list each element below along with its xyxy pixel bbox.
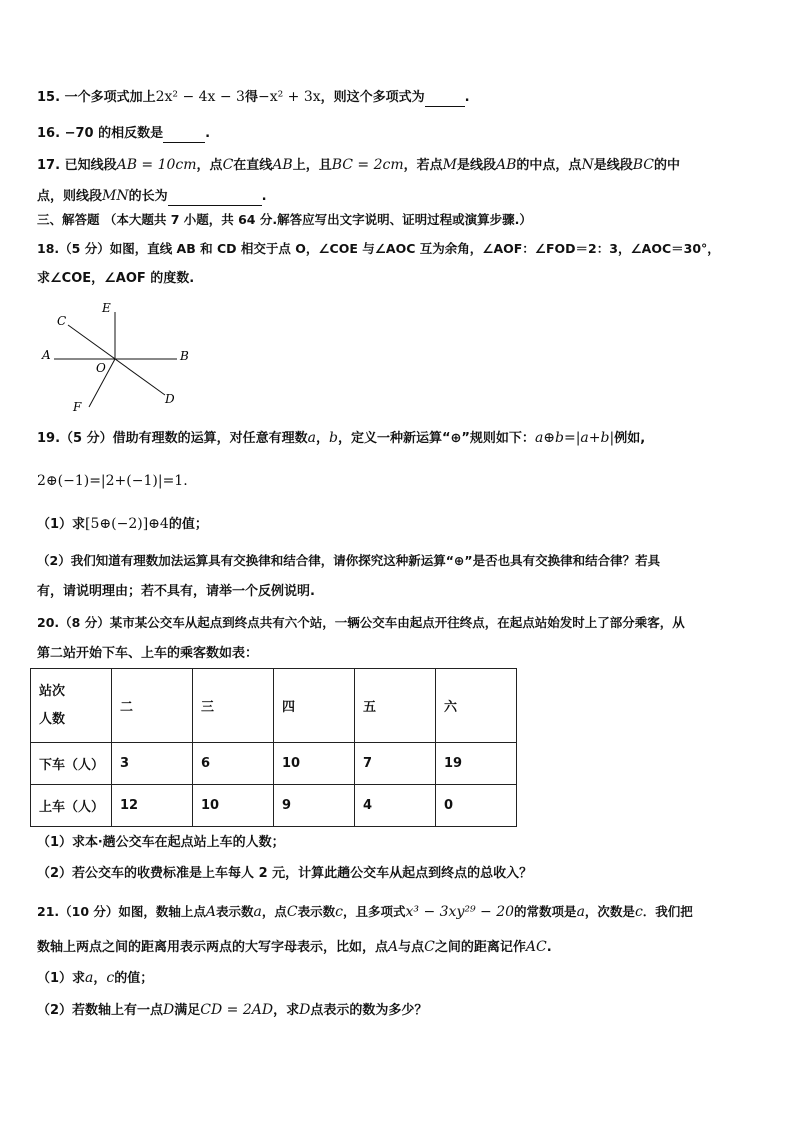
polynomial-expression: x³ − 3xy²⁹ − 20 [405, 904, 515, 920]
row-label: 上车（人） [31, 785, 112, 827]
station-header: 五 [355, 669, 436, 743]
table-cell: 4 [355, 785, 436, 827]
question-17-line-2: 点，则线段MN的长为 . [37, 188, 267, 204]
table-header-row [31, 669, 517, 743]
label-e: E [102, 301, 111, 315]
label-o: O [96, 361, 106, 375]
section-3-heading: 三、解答题 （本大题共 7 小题，共 64 分.解答应写出文字说明、证明过程或演算步骤.） [37, 212, 532, 227]
question-20-line-1: 20.（8 分）某市某公交车从起点到终点共有六个站，一辆公交车由起点开往终点，在起点站始发时上了部分乘客，从 [37, 615, 685, 630]
label-f: F [73, 400, 82, 414]
table-corner-cell: 站次 人数 [31, 669, 112, 743]
line-cd [68, 325, 165, 395]
answer-blank-16 [163, 128, 205, 143]
question-16: 16. −70 的相反数是 . [37, 126, 211, 141]
label-b: B [180, 349, 189, 363]
polynomial-2: −x² + 3x [257, 89, 321, 105]
question-21-line-1: 21.（10 分）如图，数轴上点A表示数a，点C表示数c，且多项式x³ − 3xy²⁹ − 20的常数项是a，次数是c．我们把 [37, 904, 693, 920]
question-15: 15. 一个多项式加上2x² − 4x − 3得−x² + 3x，则这个多项式为 . [37, 89, 470, 105]
table-cell: 7 [355, 743, 436, 785]
station-header: 三 [193, 669, 274, 743]
passenger-table [30, 668, 517, 827]
table-cell: 3 [112, 743, 193, 785]
row-label: 下车（人） [31, 743, 112, 785]
label-d: D [165, 392, 175, 406]
table-cell: 6 [193, 743, 274, 785]
table-cell: 10 [274, 743, 355, 785]
question-21-line-2: 数轴上两点之间的距离用表示两点的大写字母表示，比如，点A与点C之间的距离记作AC. [37, 939, 552, 955]
table-row [31, 785, 517, 827]
table-row [31, 743, 517, 785]
question-19-line-1: 19.（5 分）借助有理数的运算，对任意有理数a，b，定义一种新运算“⊕”规则如下：a⊕b=|a+b|例如, [37, 430, 646, 446]
question-19-part-2-line-2: 有，请说明理由；若不具有，请举一个反例说明. [37, 584, 315, 599]
station-header: 六 [436, 669, 517, 743]
intersecting-lines-figure [37, 298, 197, 418]
operation-definition: a⊕b=|a+b| [534, 430, 615, 446]
station-header: 四 [274, 669, 355, 743]
question-20-part-1: （1）求本‧趟公交车在起点站上车的人数； [37, 835, 285, 850]
question-19-part-1: （1）求[5⊕(−2)]⊕4的值； [37, 516, 208, 532]
table-cell: 10 [193, 785, 274, 827]
table-cell: 12 [112, 785, 193, 827]
question-17-line-1: 17. 已知线段AB = 10cm，点C在直线AB上，且BC = 2cm，若点M是线段AB的中点，点N是线段BC的中 [37, 157, 680, 173]
answer-blank-15 [425, 92, 465, 107]
question-18-line-1: 18.（5 分）如图，直线 AB 和 CD 相交于点 O，∠COE 与∠AOC 互为余角，∠AOF：∠FOD＝2：3，∠AOC＝30°， [37, 241, 720, 256]
question-21-part-1: （1）求a，c的值； [37, 970, 154, 986]
question-19-part-2-line-1: （2）我们知道有理数加法运算具有交换律和结合律，请你探究这种新运算“⊕”是否也具有交换律和结合律？若具 [37, 553, 661, 568]
label-a: A [42, 348, 51, 362]
question-20-line-2: 第二站开始下车、上车的乘客数如表： [37, 646, 259, 661]
table-cell: 0 [436, 785, 517, 827]
question-18-line-2: 求∠COE，∠AOF 的度数. [37, 271, 195, 286]
table-cell: 9 [274, 785, 355, 827]
question-21-part-2: （2）若数轴上有一点D满足CD = 2AD，求D点表示的数为多少？ [37, 1002, 428, 1018]
station-header: 二 [112, 669, 193, 743]
question-19-example: 2⊕(−1)=|2+(−1)|=1. [37, 473, 188, 489]
label-c: C [57, 314, 67, 328]
answer-blank-17 [168, 191, 262, 206]
polynomial-1: 2x² − 4x − 3 [155, 89, 245, 105]
table-cell: 19 [436, 743, 517, 785]
question-20-part-2: （2）若公交车的收费标准是上车每人 2 元，计算此趟公交车从起点到终点的总收入？ [37, 866, 533, 881]
